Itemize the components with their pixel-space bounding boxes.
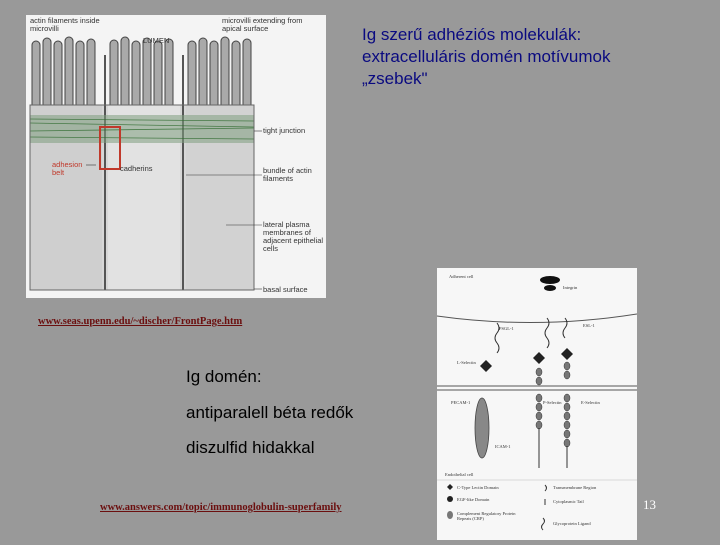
slide-title — [362, 24, 702, 90]
page-number: 13 — [643, 497, 656, 512]
e-selectin-label: E-Selectin — [581, 400, 600, 405]
legend-transmembrane: Transmembrane Region — [553, 485, 597, 490]
title-line-3: „zsebek" — [362, 69, 428, 88]
esl-label: ESL-1 — [583, 323, 595, 328]
ig-domain-heading: Ig domén: — [186, 367, 262, 386]
source-link-upenn[interactable]: www.seas.upenn.edu/~discher/FrontPage.htm — [38, 316, 243, 327]
microvilli-label: microvilli extending from apical surface — [222, 16, 303, 33]
actin-bundle-label: bundle of actin filaments — [263, 166, 312, 183]
integrin-label: Integrin — [563, 285, 578, 290]
endothelial-cell-label: Endothelial cell — [445, 472, 474, 477]
psgl-label: PSGL-1 — [499, 326, 514, 331]
pecam-label: PECAM-1 — [451, 400, 471, 405]
cadherins-label: cadherins — [120, 164, 153, 173]
legend-glycoprotein-ligand: Glycoprotein Ligand — [553, 521, 591, 526]
basal-surface-label: basal surface — [263, 285, 308, 294]
source-link-answers[interactable]: www.answers.com/topic/immunoglobulin-superfamily — [100, 502, 342, 513]
adhesion-belt-label: adhesion belt — [52, 160, 83, 177]
title-line-1: Ig szerű adhéziós molekulák: — [362, 25, 582, 44]
actin-filaments-label: actin filaments inside microvilli — [30, 16, 100, 33]
legend-crp: Complement Regulatory Protein Repeats (CRP) — [457, 511, 516, 521]
p-selectin-label: P-Selectin — [543, 400, 562, 405]
lateral-membranes-label: lateral plasma membranes of adjacent epithelial cells — [263, 220, 324, 253]
icam-label: ICAM-1 — [495, 444, 511, 449]
legend-egf-domain: EGF-like Domain — [457, 497, 490, 502]
adhesion-molecules-figure — [437, 268, 637, 540]
legend-ctype-lectin: C-Type Lectin Domain — [457, 485, 499, 490]
title-line-2: extracelluláris domén motívumok — [362, 47, 611, 66]
adherent-cell-label: Adherent cell — [449, 274, 474, 279]
disulfide-bridges-line: diszulfid hidakkal — [186, 438, 315, 457]
lumen-label: LUMEN — [143, 36, 170, 45]
l-selectin-label: L-Selectin — [457, 360, 476, 365]
epithelial-illustration — [26, 15, 326, 298]
legend-cytoplasmic-tail: Cytoplasmic Tail — [553, 499, 584, 504]
tight-junction-label: tight junction — [263, 126, 306, 135]
epithelial-cells-figure — [26, 15, 326, 298]
antiparallel-beta-line: antiparalell béta redők — [186, 403, 354, 422]
